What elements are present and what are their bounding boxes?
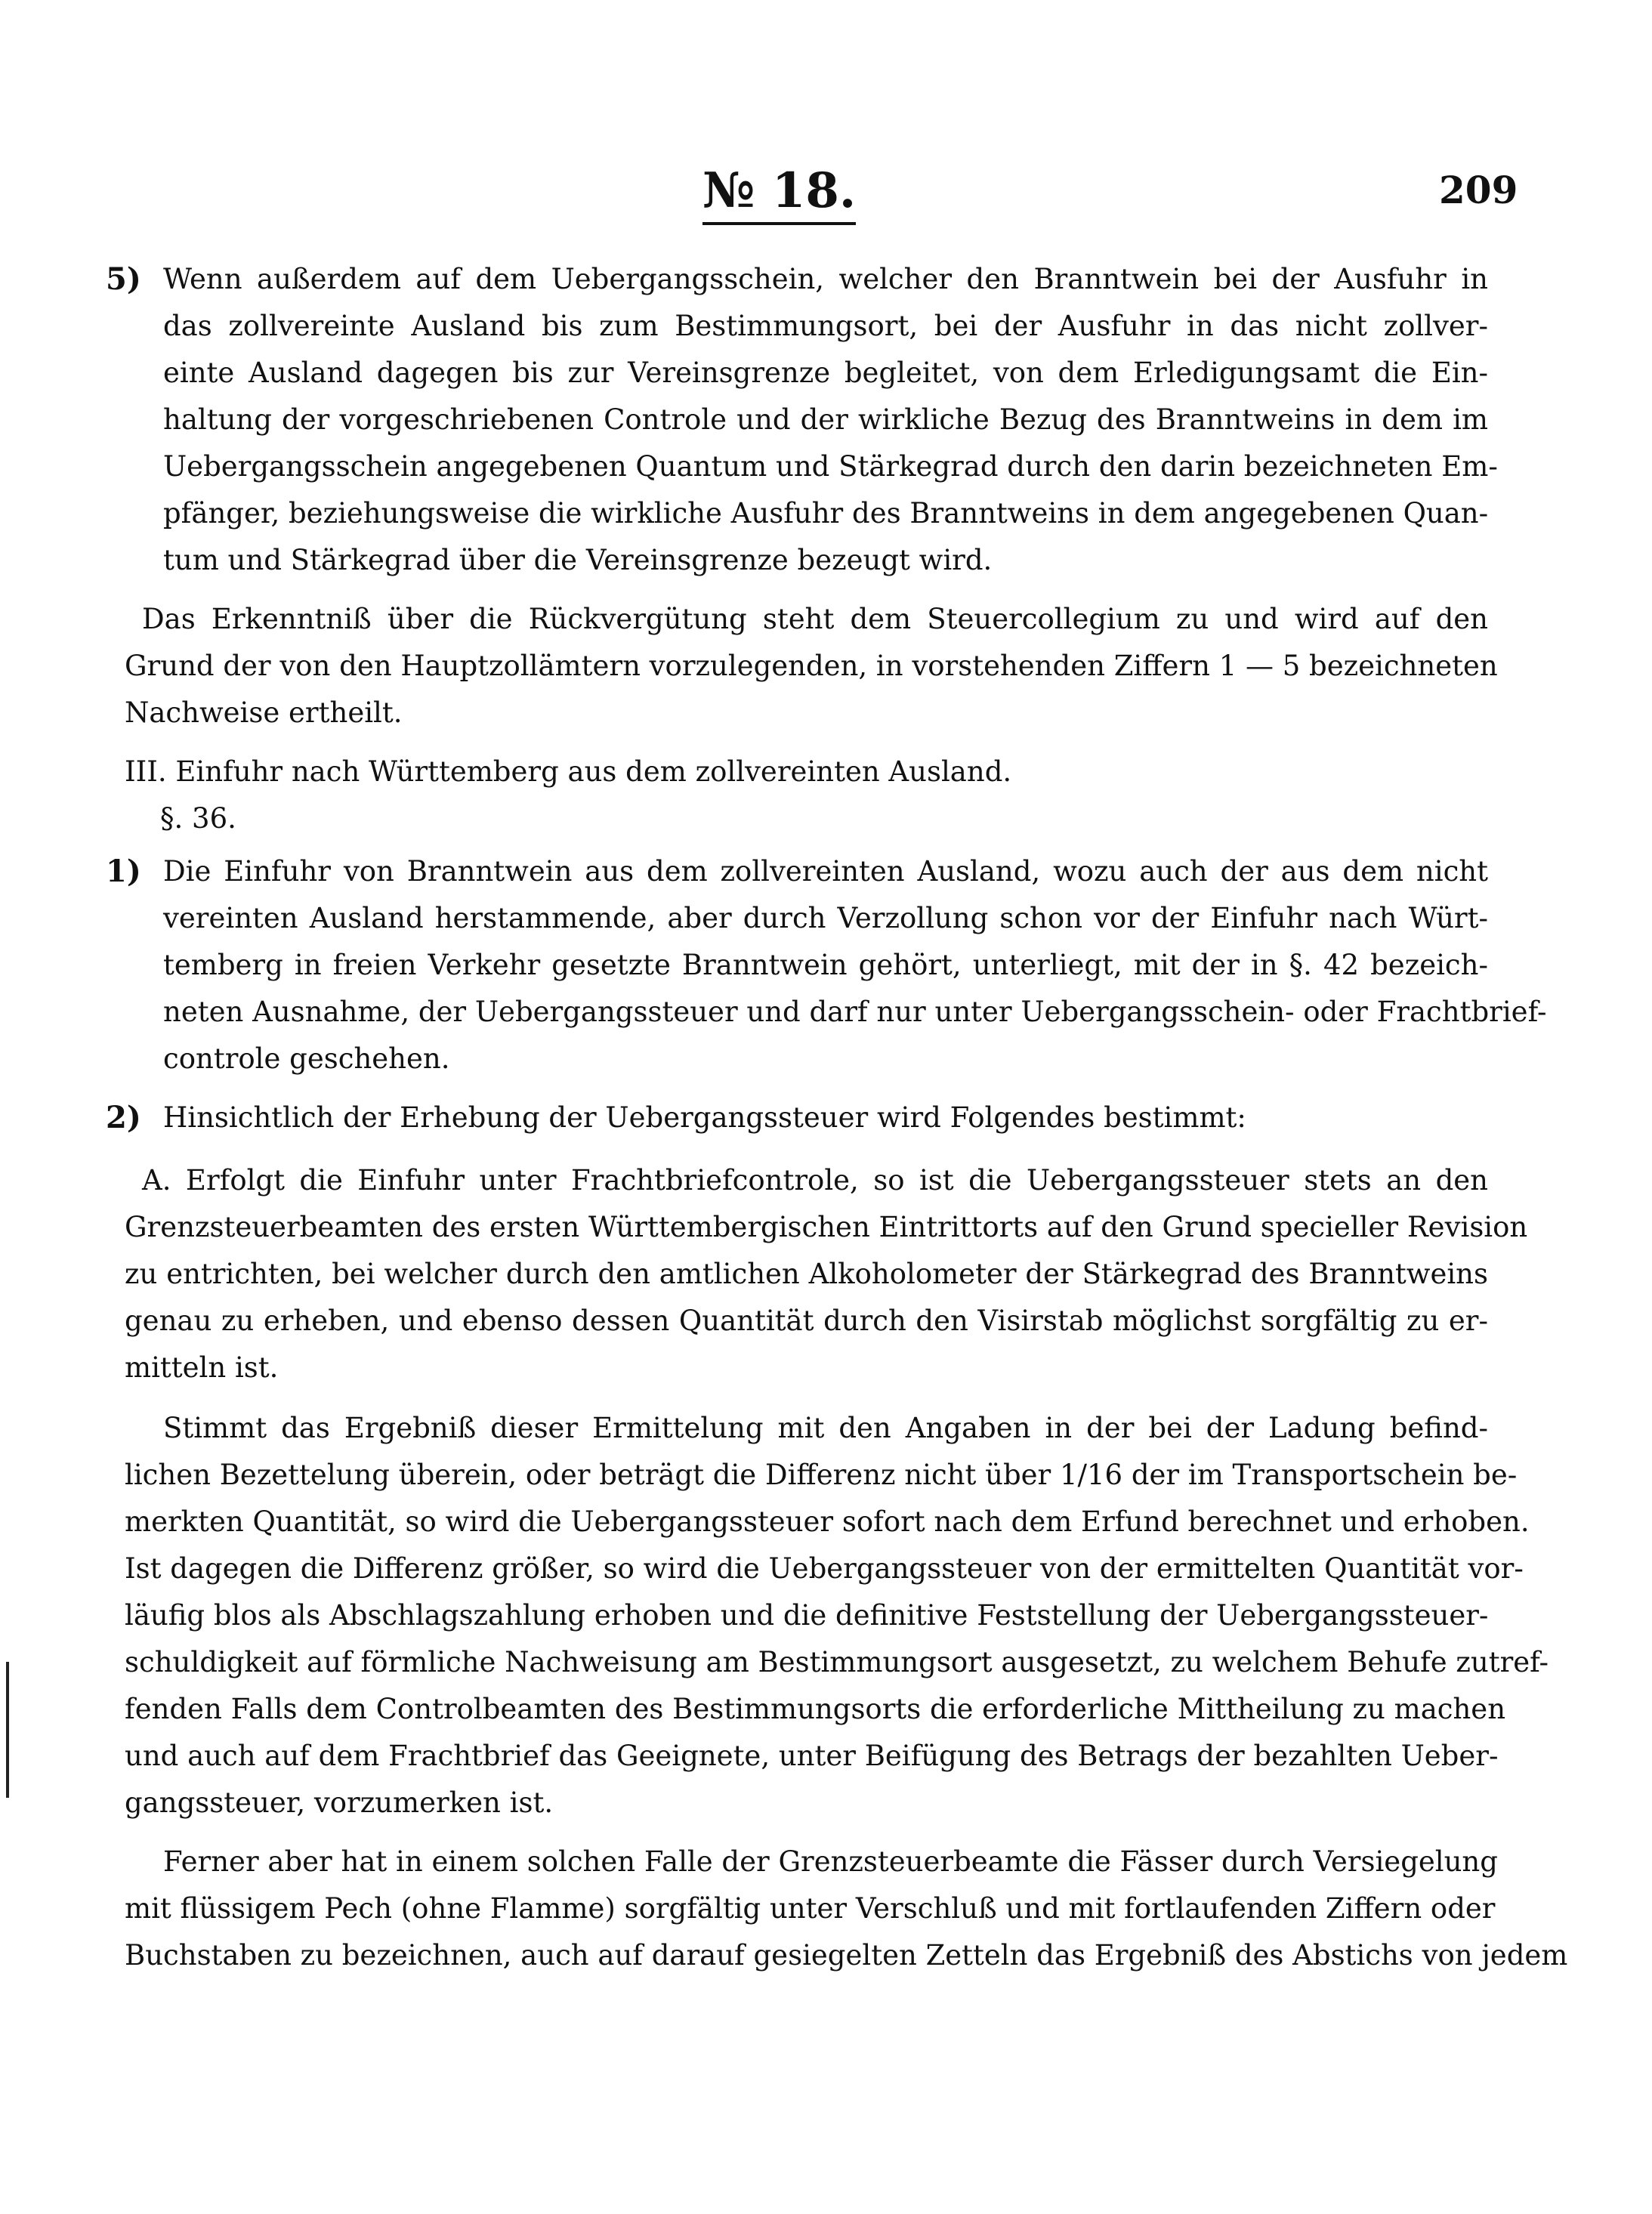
text-line: genau zu erheben, und ebenso dessen Quantität durch den Visirstab möglichst sorgfältig zu er-	[125, 1305, 1488, 1337]
text-line: Wenn außerdem auf dem Uebergangsschein, welcher den Branntwein bei der Ausfuhr in	[163, 263, 1488, 295]
text-line: pfänger, beziehungsweise die wirkliche Ausfuhr des Branntweins in dem angegebenen Quan-	[163, 497, 1489, 530]
text-line: A. Erfolgt die Einfuhr unter Frachtbriefcontrole, so ist die Uebergangssteuer stets an den	[142, 1164, 1488, 1197]
text-line: merkten Quantität, so wird die Uebergangssteuer sofort nach dem Erfund berechnet und erhoben.	[125, 1505, 1530, 1538]
text-line: Buchstaben zu bezeichnen, auch auf darauf gesiegelten Zetteln das Ergebniß des Abstichs von jedem	[125, 1939, 1568, 1972]
text-line: temberg in freien Verkehr gesetzte Branntwein gehört, unterliegt, mit der in §. 42 bezeich-	[163, 949, 1488, 981]
text-line: controle geschehen.	[163, 1042, 450, 1075]
item-number: 5)	[106, 261, 141, 297]
text-line: Grund der von den Hauptzollämtern vorzulegenden, in vorstehenden Ziffern 1 — 5 bezeichneten	[125, 650, 1498, 682]
text-line: gangssteuer, vorzumerken ist.	[125, 1786, 554, 1819]
text-line: fenden Falls dem Controlbeamten des Bestimmungsorts die erforderliche Mittheilung zu machen	[125, 1693, 1506, 1725]
text-line: und auch auf dem Frachtbrief das Geeignete, unter Beifügung des Betrags der bezahlten Ueber-	[125, 1740, 1499, 1772]
text-line: §. 36.	[160, 802, 236, 835]
text-line: das zollvereinte Ausland bis zum Bestimmungsort, bei der Ausfuhr in das nicht zollver-	[163, 310, 1488, 342]
text-line: tum und Stärkegrad über die Vereinsgrenze bezeugt wird.	[163, 544, 993, 576]
page-number: 209	[1439, 168, 1518, 212]
text-line: neten Ausnahme, der Uebergangssteuer und darf nur unter Uebergangsschein- oder Frachtbrief-	[163, 996, 1547, 1028]
text-line: läufig blos als Abschlagszahlung erhoben und die definitive Feststellung der Uebergangssteuer-	[125, 1599, 1489, 1632]
scan-edge-mark	[6, 1662, 9, 1798]
text-line: Uebergangsschein angegebenen Quantum und Stärkegrad durch den darin bezeichneten Em-	[163, 450, 1498, 483]
text-line: Das Erkenntniß über die Rückvergütung steht dem Steuercollegium zu und wird auf den	[142, 603, 1488, 635]
item-number: 2)	[106, 1100, 141, 1135]
text-line: einte Ausland dagegen bis zur Vereinsgrenze begleitet, von dem Erledigungsamt die Ein-	[163, 357, 1488, 389]
text-line: mit flüssigem Pech (ohne Flamme) sorgfältig unter Verschluß und mit fortlaufenden Ziffern oder	[125, 1892, 1496, 1925]
text-line: lichen Bezettelung überein, oder beträgt die Differenz nicht über 1/16 der im Transportschein be-	[125, 1459, 1518, 1491]
text-line: vereinten Ausland herstammende, aber durch Verzollung schon vor der Einfuhr nach Würt-	[163, 902, 1488, 934]
text-line: mitteln ist.	[125, 1351, 279, 1384]
text-line: haltung der vorgeschriebenen Controle und der wirkliche Bezug des Branntweins in dem im	[163, 403, 1488, 436]
text-line: III. Einfuhr nach Württemberg aus dem zollvereinten Ausland.	[125, 755, 1012, 788]
text-line: Hinsichtlich der Erhebung der Uebergangssteuer wird Folgendes bestimmt:	[163, 1101, 1246, 1134]
text-line: Stimmt das Ergebniß dieser Ermittelung mit den Angaben in der bei der Ladung befind-	[163, 1412, 1488, 1444]
text-line: Nachweise ertheilt.	[125, 696, 403, 729]
issue-number: № 18.	[702, 162, 857, 219]
item-number: 1)	[106, 854, 141, 889]
text-line: Ist dagegen die Differenz größer, so wird die Uebergangssteuer von der ermittelten Quantität vor-	[125, 1552, 1524, 1585]
text-line: Ferner aber hat in einem solchen Falle der Grenzsteuerbeamte die Fässer durch Versiegelung	[163, 1845, 1498, 1878]
text-line: Grenzsteuerbeamten des ersten Württembergischen Eintrittorts auf den Grund specieller Revision	[125, 1211, 1528, 1243]
text-line: Die Einfuhr von Branntwein aus dem zollvereinten Ausland, wozu auch der aus dem nicht	[163, 855, 1488, 888]
text-line: zu entrichten, bei welcher durch den amtlichen Alkoholometer der Stärkegrad des Branntweins	[125, 1258, 1488, 1290]
text-line: schuldigkeit auf förmliche Nachweisung am Bestimmungsort ausgesetzt, zu welchem Behufe zutref-	[125, 1646, 1549, 1678]
